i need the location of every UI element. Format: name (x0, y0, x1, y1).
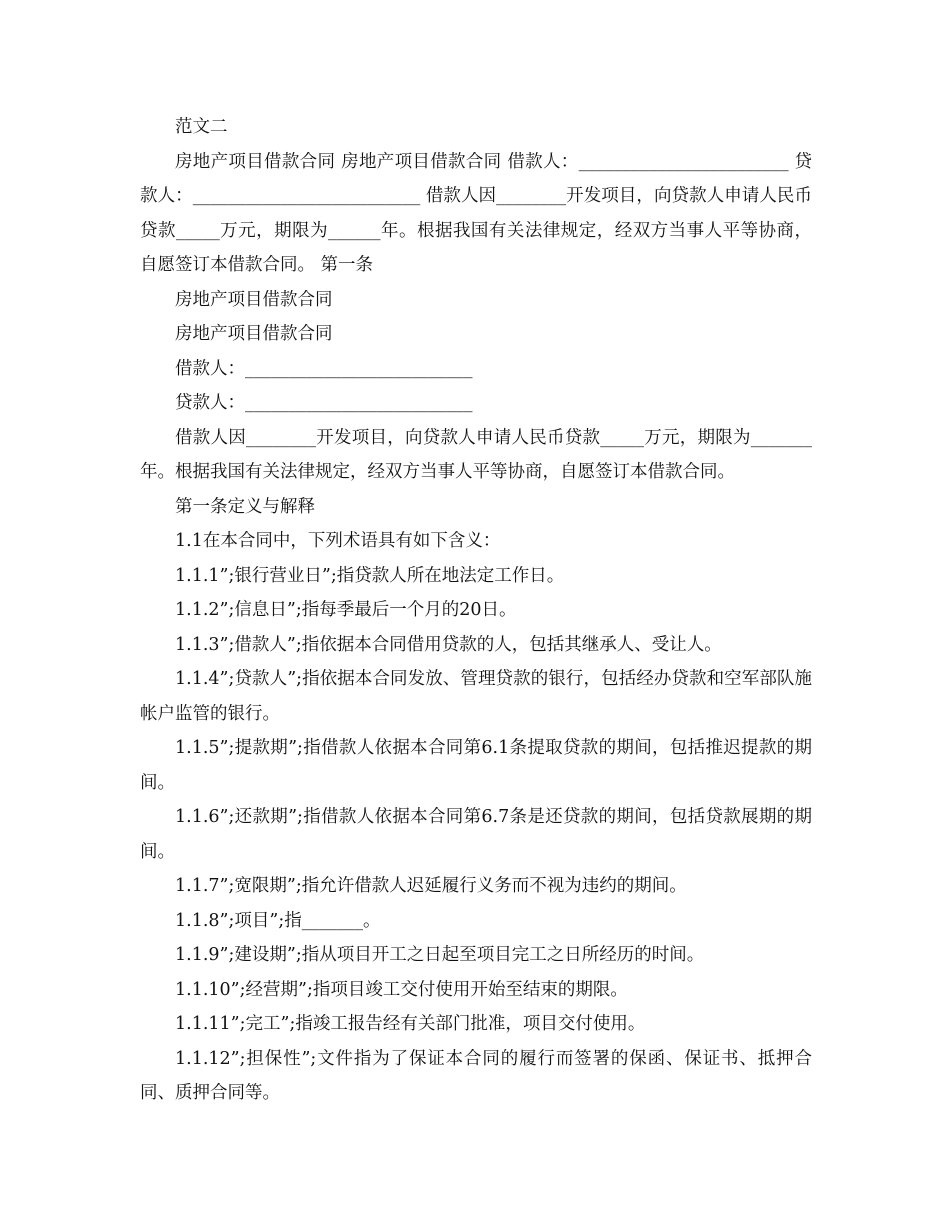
section-heading: 第一条定义与解释 (175, 496, 315, 517)
document-heading: 范文二 (175, 117, 228, 137)
clause: 1.1.12”;担保性”;文件指为了保证本合同的履行而签署的保函、保证书、抵押合同、质押合同等。 (140, 1048, 812, 1103)
paragraph-preamble: 借款人因________开发项目，向贷款人申请人民币贷款_____万元，期限为_______年。根据我国有关法律规定，经双方当事人平等协商，自愿签订本借款合同。 (140, 427, 812, 482)
clause: 1.1在本合同中，下列术语具有如下含义： (175, 531, 501, 551)
clause: 1.1.3”;借款人”;指依据本合同借用贷款的人，包括其继承人、受让人。 (175, 634, 722, 655)
document-body (140, 110, 812, 1111)
clause: 1.1.2”;信息日”;指每季最后一个月的20日。 (175, 600, 517, 620)
borrower-line: 借款人：__________________________ (175, 358, 473, 379)
paragraph-title: 房地产项目借款合同 (175, 289, 333, 310)
clause: 1.1.4”;贷款人”;指依据本合同发放、管理贷款的银行，包括经办贷款和空军部队施帐户监管的银行。 (140, 669, 812, 724)
clause: 1.1.10”;经营期”;指项目竣工交付使用开始至结束的期限。 (175, 979, 628, 1000)
clause: 1.1.11”;完工”;指竣工报告经有关部门批准，项目交付使用。 (175, 1014, 646, 1034)
clause: 1.1.1”;银行营业日”;指贷款人所在地法定工作日。 (175, 565, 565, 586)
paragraph-title: 房地产项目借款合同 (175, 324, 333, 344)
paragraph-intro: 房地产项目借款合同 房地产项目借款合同 借款人：________________________ 贷款人：__________________________ 借款人因________开发项目，向贷款人申请人民币贷款_____万元，期限为______年。根据我国有关法律规定，经双方当事人平等协商，自愿签订本借款合同。 第一条 (140, 151, 812, 275)
clause: 1.1.5”;提款期”;指借款人依据本合同第6.1条提取贷款的期间，包括推迟提款的期间。 (140, 738, 812, 793)
lender-line: 贷款人：__________________________ (175, 393, 473, 413)
clause: 1.1.6”;还款期”;指借款人依据本合同第6.7条是还贷款的期间，包括贷款展期的期间。 (140, 807, 812, 862)
clause: 1.1.7”;宽限期”;指允许借款人迟延履行义务而不视为违约的期间。 (175, 876, 687, 896)
clause: 1.1.9”;建设期”;指从项目开工之日起至项目完工之日所经历的时间。 (175, 945, 705, 965)
clause: 1.1.8”;项目”;指_______。 (175, 910, 381, 931)
